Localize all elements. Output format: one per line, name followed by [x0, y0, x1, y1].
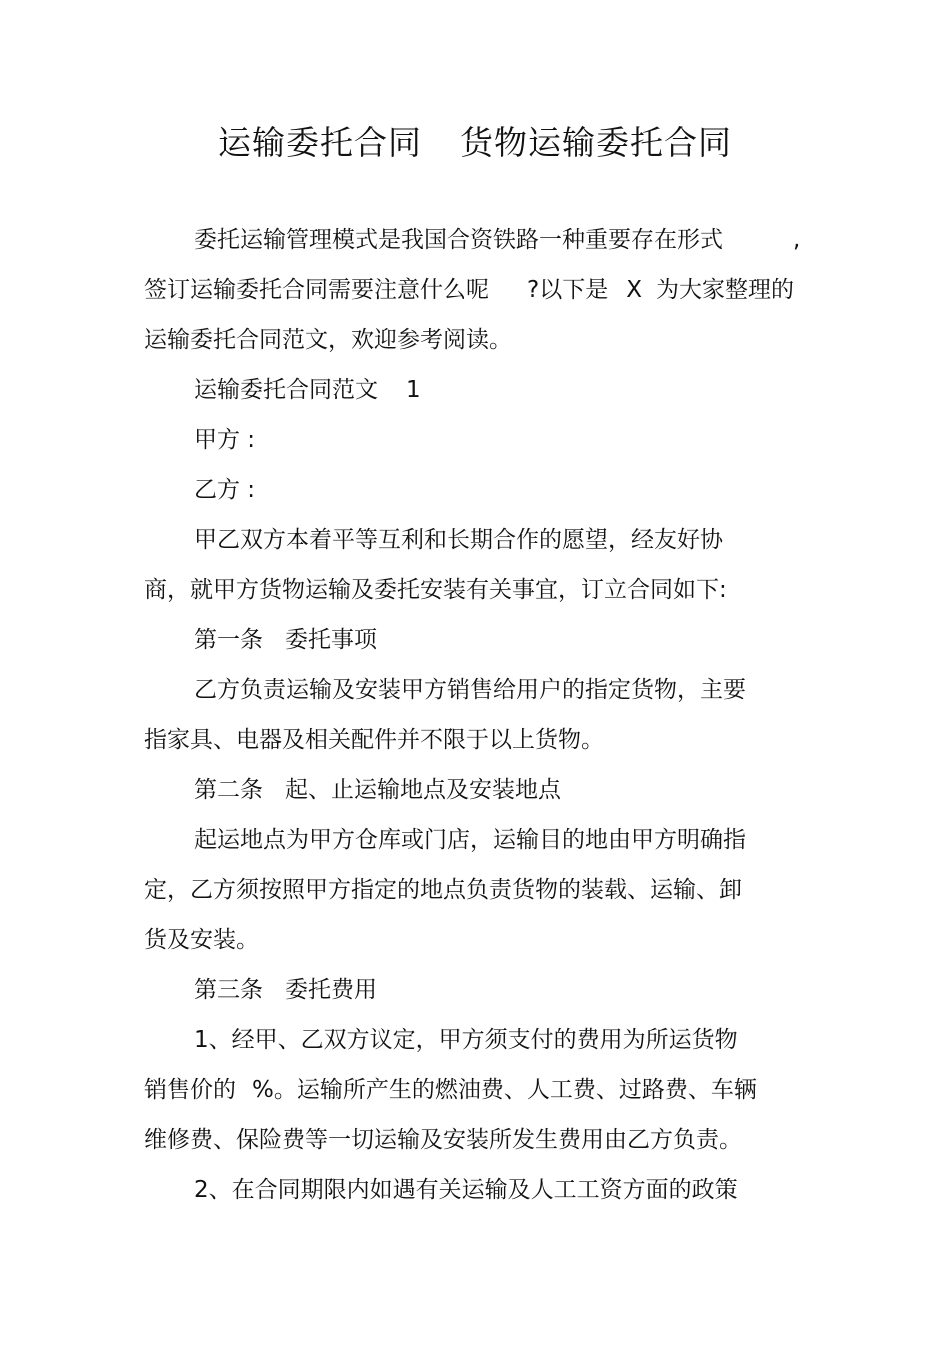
text-segment: 委托运输管理模式是我国合资铁路一种重要存在形式	[194, 227, 723, 253]
text-segment: ?以下是	[527, 277, 609, 303]
section-heading	[194, 374, 421, 406]
paragraph-line: 1、经甲、乙双方议定，甲方须支付的费用为所运货物	[194, 1027, 738, 1053]
document-title	[0, 120, 950, 166]
paragraph-line: 2、在合同期限内如遇有关运输及人工工资方面的政策	[194, 1177, 738, 1203]
article-heading	[194, 774, 561, 806]
party-b-line: 乙方 :	[194, 477, 256, 503]
article-title: 委托事项	[285, 627, 377, 653]
text-segment: %。运输所产生的燃油费、人工费、过路费、车辆	[252, 1077, 757, 1103]
paragraph-line: 货及安装。	[144, 927, 259, 953]
paragraph-line: 指家具、电器及相关配件并不限于以上货物。	[144, 727, 604, 753]
article-heading	[194, 974, 377, 1006]
title-part-2: 货物运输委托合同	[460, 123, 732, 162]
paragraph-line	[144, 1074, 757, 1106]
text-segment: 销售价的	[144, 1077, 236, 1103]
article-number: 第二条	[194, 777, 263, 803]
article-title: 委托费用	[285, 977, 377, 1003]
text-segment: 为大家整理的	[655, 277, 794, 303]
article-number: 第三条	[194, 977, 263, 1003]
title-part-1: 运输委托合同	[218, 123, 422, 162]
article-number: 第一条	[194, 627, 263, 653]
text-segment: 签订运输委托合同需要注意什么呢	[144, 277, 489, 303]
article-title: 起、止运输地点及安装地点	[285, 777, 561, 803]
party-a-line: 甲方 :	[194, 427, 256, 453]
paragraph-line: 商，就甲方货物运输及委托安装有关事宜，订立合同如下:	[144, 577, 727, 603]
paragraph-line: 甲乙双方本着平等互利和长期合作的愿望，经友好协	[194, 527, 723, 553]
paragraph-line: 运输委托合同范文，欢迎参考阅读。	[144, 327, 512, 353]
paragraph-line: 起运地点为甲方仓库或门店，运输目的地由甲方明确指	[194, 827, 746, 853]
paragraph-line: 定，乙方须按照甲方指定的地点负责货物的装载、运输、卸	[144, 877, 742, 903]
text-segment: X	[626, 277, 642, 303]
paragraph-line	[194, 224, 800, 256]
paragraph-line: 乙方负责运输及安装甲方销售给用户的指定货物，主要	[194, 677, 746, 703]
text-segment: 1	[406, 377, 421, 403]
text-segment: 运输委托合同范文	[194, 377, 378, 403]
paragraph-line: 维修费、保险费等一切运输及安装所发生费用由乙方负责。	[144, 1127, 742, 1153]
paragraph-line	[144, 274, 794, 306]
article-heading	[194, 624, 377, 656]
text-segment: ,	[793, 227, 801, 253]
